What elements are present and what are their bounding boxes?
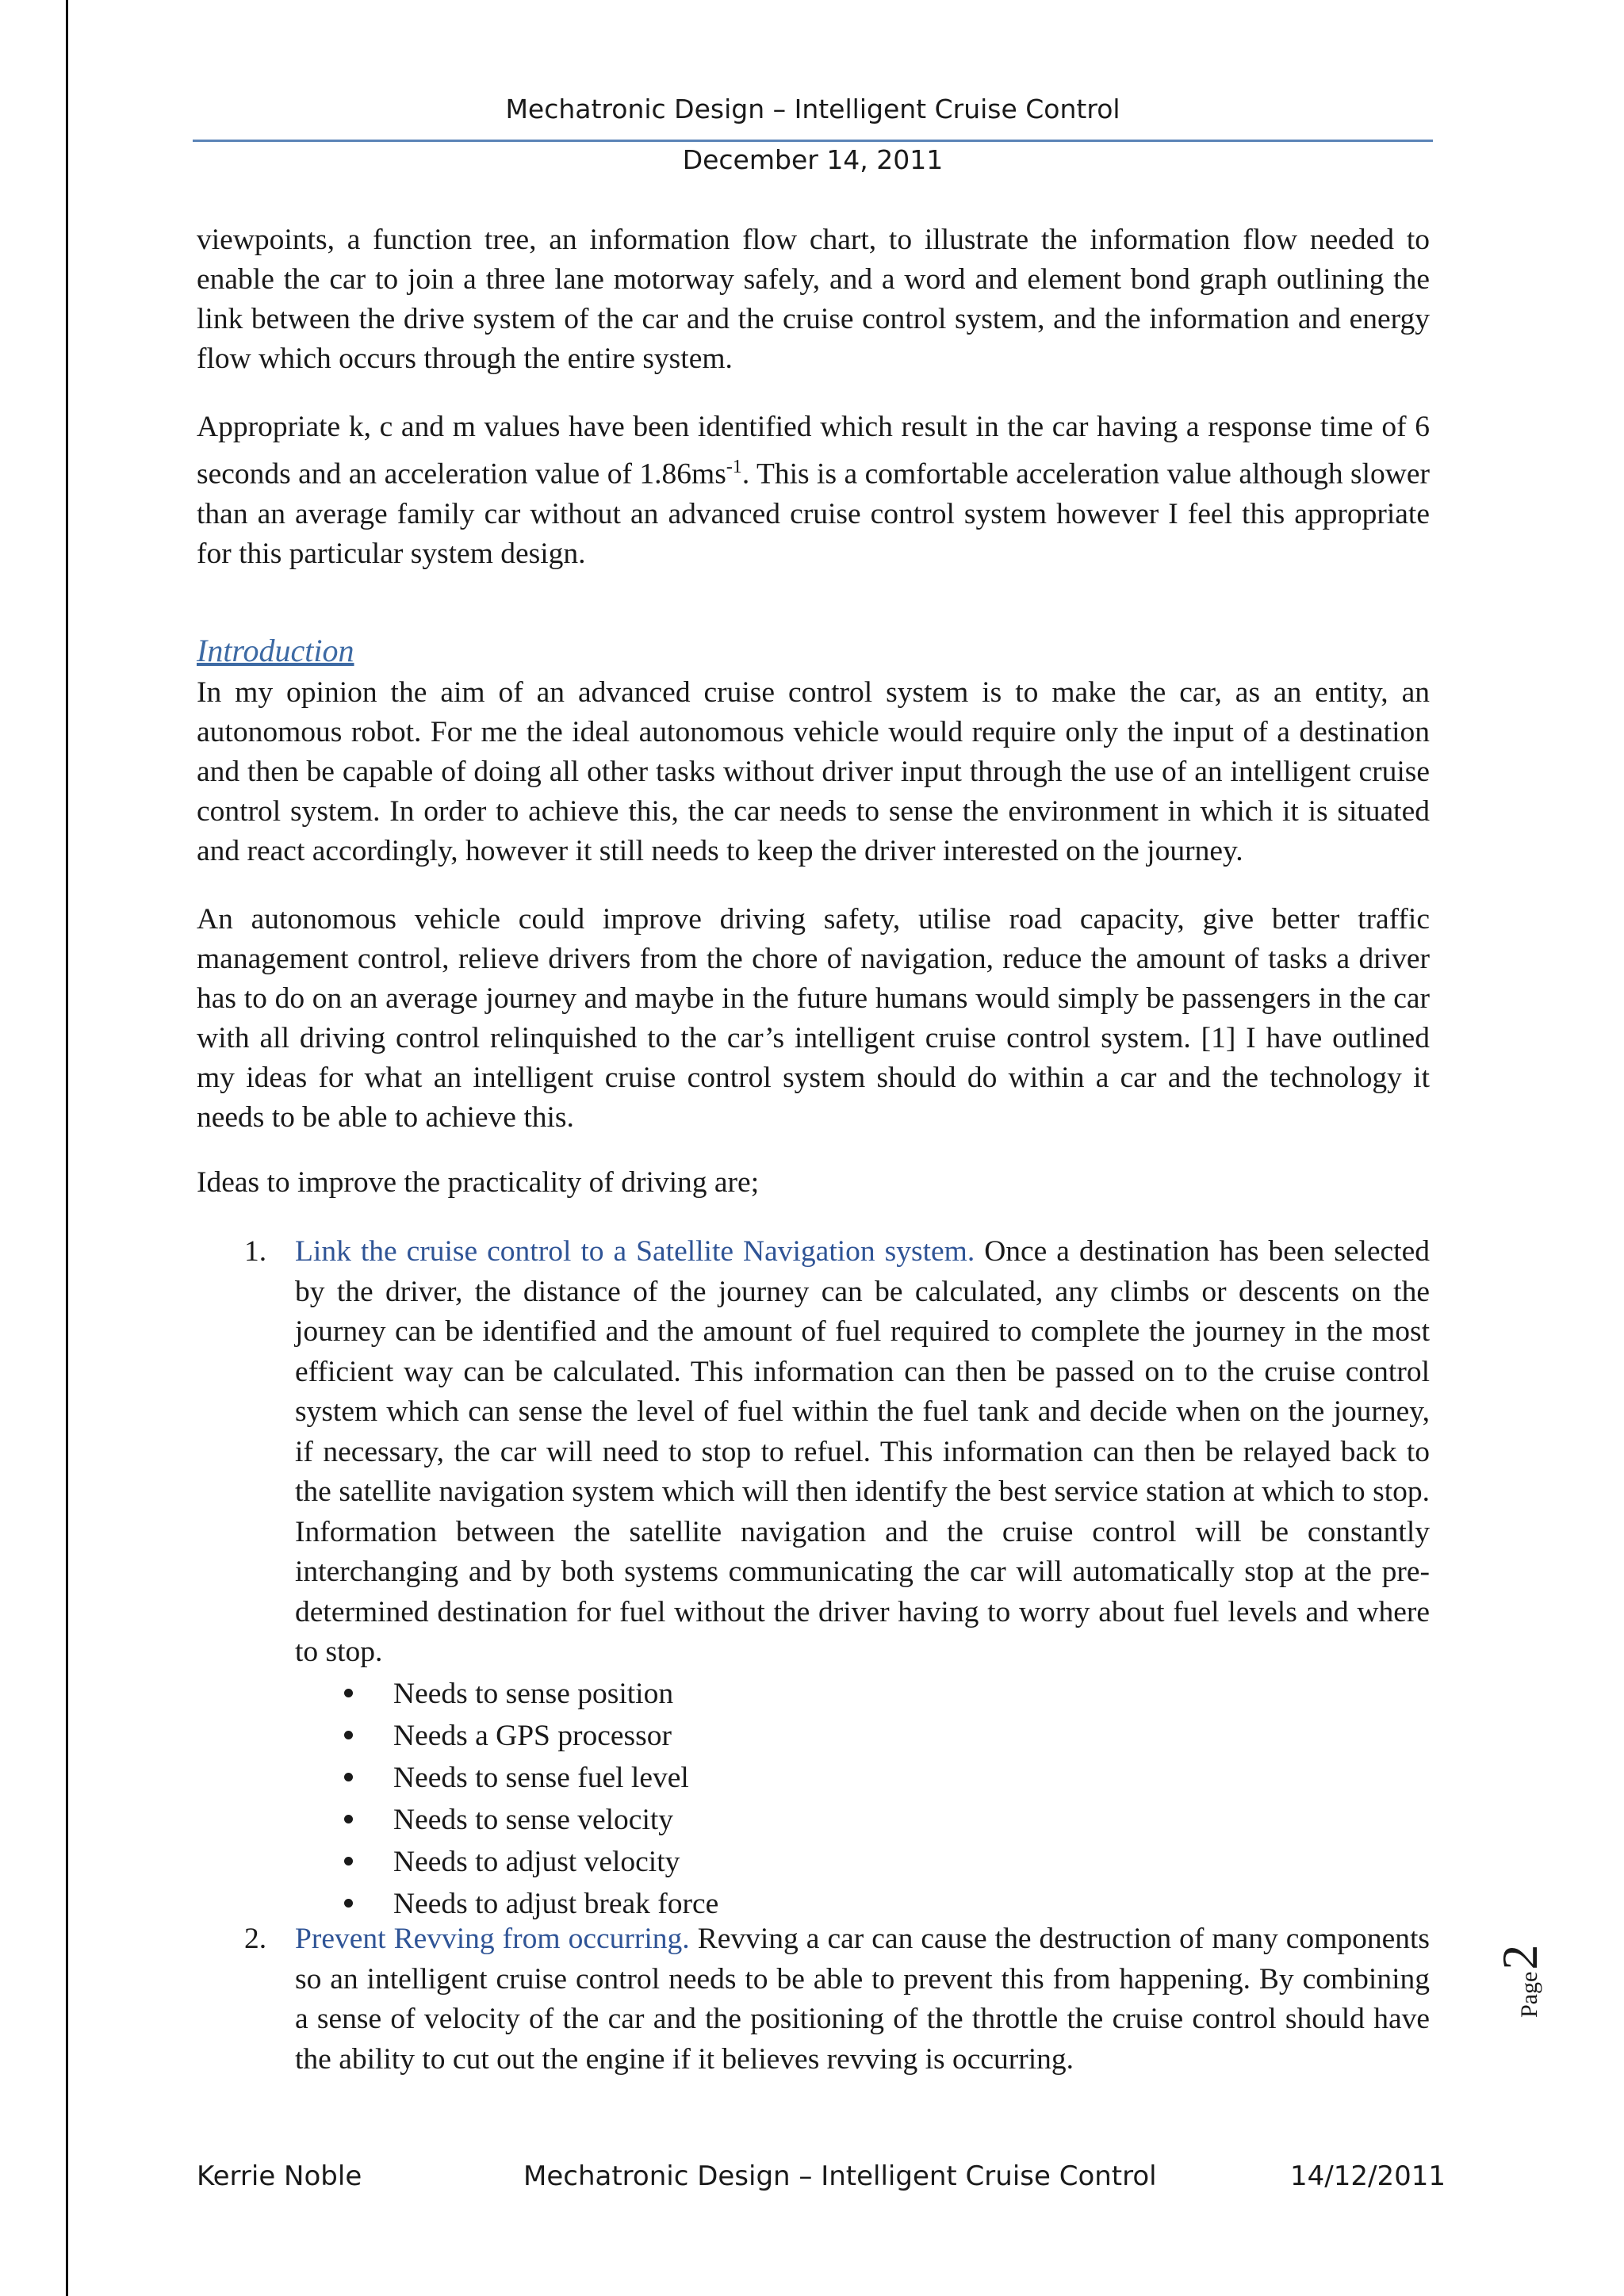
item-title-revving: Prevent Revving from occurring. xyxy=(295,1923,690,1955)
list-number: 2. xyxy=(244,1923,267,1955)
item-title-satnav: Link the cruise control to a Satellite Navigation system. xyxy=(295,1235,975,1268)
bullet-icon xyxy=(344,1815,353,1823)
bullet-icon xyxy=(344,1731,353,1739)
list-item: Needs to adjust break force xyxy=(295,1883,1430,1925)
paragraph-summary-continued: viewpoints, a function tree, an information flow chart, to illustrate the information flow needed to enable the car to join a three lane motorway safely, and a word and element bond graph outlining the link between the drive system of the car and the cruise control system, and the information and energy flow which occurs through the entire system. xyxy=(197,224,1430,375)
header-date: December 14, 2011 xyxy=(682,144,944,175)
paragraph-autonomous-vehicle: An autonomous vehicle could improve driving safety, utilise road capacity, give better traffic management control, relieve drivers from the chore of navigation, reduce the amount of tasks a driver has to do on an average journey and maybe in the future humans would simply be passengers in the car with all driving control relinquished to the car’s intelligent cruise control system. [1] I have outlined my ideas for what an intelligent cruise control system should do within a car and the technology it needs to be able to achieve this. xyxy=(197,903,1430,1134)
bullet-icon xyxy=(344,1773,353,1781)
list-item: Needs to sense position xyxy=(295,1673,1430,1715)
list-item-satnav xyxy=(197,1232,1430,1925)
list-item-revving xyxy=(197,1919,1430,2080)
paragraph-intro-aim: In my opinion the aim of an advanced cruise control system is to make the car, as an entity, an autonomous robot. For me the ideal autonomous vehicle would require only the input of a destination and then be capable of doing all other tasks without driver input through the use of an intelligent cruise control system. In order to achieve this, the car needs to sense the environment in which it is situated and react accordingly, however it still needs to keep the driver interested on the journey. xyxy=(197,676,1430,867)
requirements-list xyxy=(295,1673,1430,1925)
paragraph-values-part1: Appropriate k, c and m values have been identified which result in the car having a response time of 6 seconds and an acceleration value of 1.86ms xyxy=(197,411,1430,491)
list-item: Needs a GPS processor xyxy=(295,1715,1430,1757)
footer-date: 14/12/2011 xyxy=(1290,2160,1446,2192)
list-item: Needs to sense velocity xyxy=(295,1799,1430,1841)
item-body-revving: Revving a car can cause the destruction of many components so an intelligent cruise control needs to be able to prevent this from happening. By combining a sense of velocity of the car and the positioning of the throttle the cruise control should have the ability to cut out the engine if it believes revving is occurring. xyxy=(295,1923,1430,2076)
paragraph-values-part2: . This is a comfortable acceleration value although slower than an average family car without an advanced cruise control system however I feel this appropriate for this particular system design. xyxy=(197,457,1430,570)
bullet-icon xyxy=(344,1899,353,1908)
page-digit: 2 xyxy=(1492,1944,1548,1970)
list-item-text xyxy=(295,1232,1430,1673)
footer-author: Kerrie Noble xyxy=(197,2160,362,2192)
list-item-text xyxy=(295,1919,1430,2080)
bullet-icon xyxy=(344,1857,353,1866)
list-number: 1. xyxy=(244,1235,267,1268)
footer-title: Mechatronic Design – Intelligent Cruise Control xyxy=(523,2160,1157,2192)
paragraph-ideas-lead: Ideas to improve the practicality of driving are; xyxy=(197,1166,760,1199)
item-body-satnav: Once a destination has been selected by the driver, the distance of the journey can be calculated, any climbs or descents on the journey can be identified and the amount of fuel required to complete the journey in the most efficient way can be calculated. This information can then be passed on to the cruise control system which can sense the level of fuel within the fuel tank and decide when on the journey, if necessary, the car will need to stop to refuel. This information can then be relayed back to the satellite navigation system which will then identify the best service station at which to stop. Information between the satellite navigation and the cruise control will be constantly interchanging and by both systems communicating the car will automatically stop at the pre-determined destination for fuel without the driver having to worry about fuel levels and where to stop. xyxy=(295,1235,1431,1668)
header-title: Mechatronic Design – Intelligent Cruise Control xyxy=(505,94,1120,124)
page-label: Page xyxy=(1516,1971,1542,2018)
list-item: Needs to sense fuel level xyxy=(295,1757,1430,1799)
header-divider xyxy=(193,140,1433,142)
paragraph-values xyxy=(197,408,1430,574)
list-item: Needs to adjust velocity xyxy=(295,1841,1430,1883)
left-margin-rule xyxy=(66,0,68,2296)
bullet-icon xyxy=(344,1689,353,1697)
page-number xyxy=(1491,1859,1554,2018)
introduction-heading: Introduction xyxy=(197,633,354,668)
superscript-exponent: -1 xyxy=(726,457,742,477)
